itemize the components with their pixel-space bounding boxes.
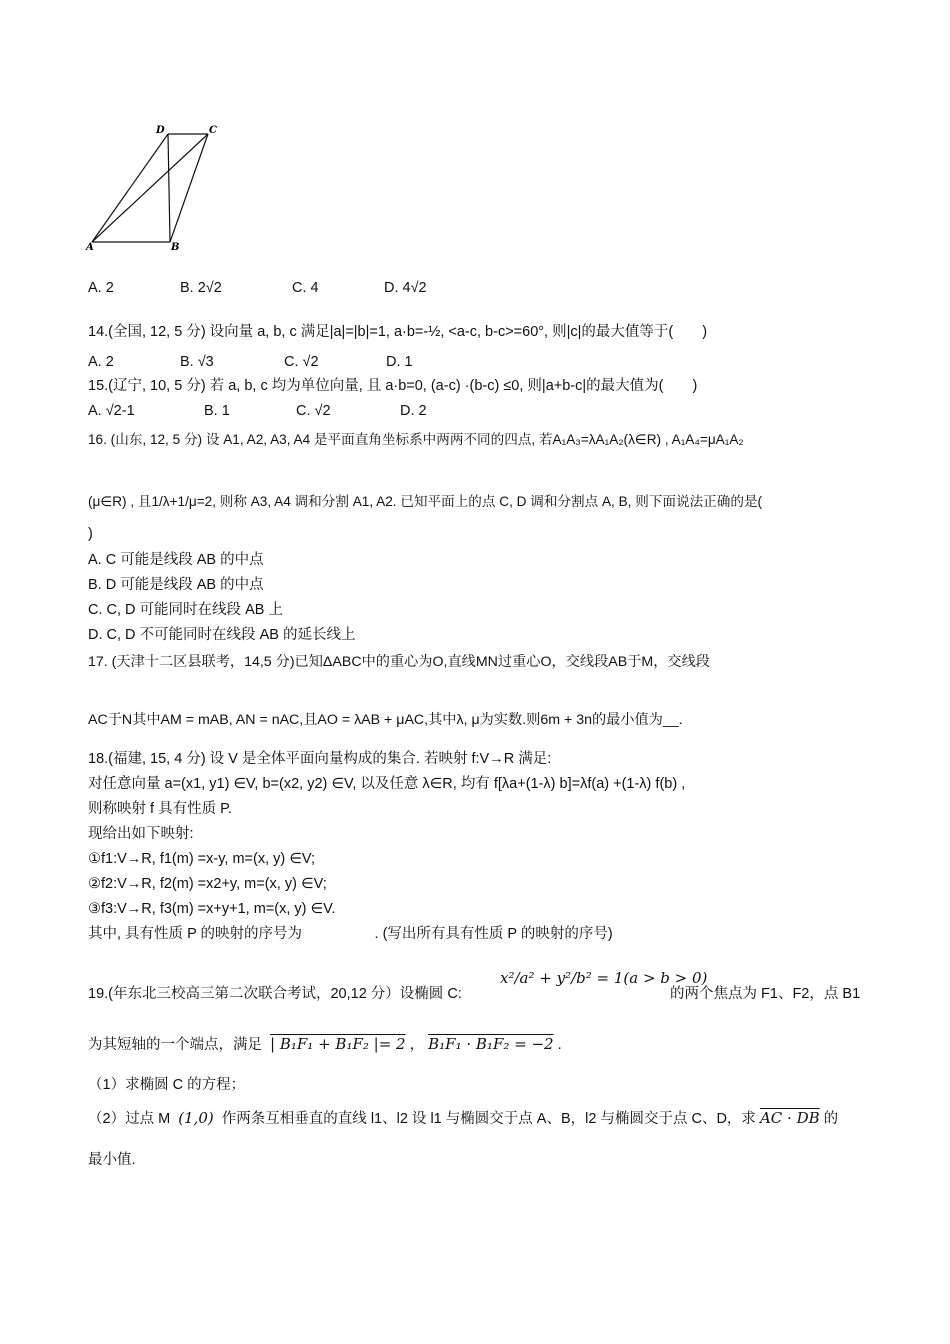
q16-line-1: 16. (山东, 12, 5 分) 设 A1, A2, A3, A4 是平面直角坐标系中两两不同的四点, 若A₁A₃=λA₁A₂(λ∈R) , A₁A₄=μA₁A₂ (88, 432, 744, 447)
q19-condition-intro: 为其短轴的一个端点，满足 (88, 1037, 262, 1053)
q16-option-b: B. D 可能是线段 AB 的中点 (88, 577, 264, 593)
q14-stem: 14.(全国, 12, 5 分) 设向量 a, b, c 满足|a|=|b|=1, a·b=-½, <a-c, b-c>=60°, 则|c|的最大值等于( ) (88, 324, 708, 340)
q19-intro: 19.(年东北三校高三第二次联合考试，20,12 分）设椭圆 C: (88, 986, 462, 1002)
figure-label-d: D (156, 125, 165, 136)
q18-line-6: ②f2:V→R, f2(m) =x2+y, m=(x, y) ∈V; (88, 876, 327, 892)
q19-sub-2-end: 的 (823, 1111, 839, 1127)
q15-stem: 15.(辽宁, 10, 5 分) 若 a, b, c 均为单位向量, 且 a·b=0, (a-c) ·(b-c) ≤0, 则|a+b-c|的最大值为( ) (88, 378, 698, 394)
figure-label-b: B (171, 242, 180, 253)
q15-option-c: C. √2 (296, 403, 331, 419)
q18-line-3: 则称映射 f 具有性质 P. (88, 801, 232, 817)
q19-line-2: 为其短轴的一个端点，满足 | B₁F₁ + B₁F₂ |= 2 ， B₁F₁ · B₁F₂ = −2 . (88, 1035, 562, 1053)
q13-option-b: B. 2√2 (180, 280, 222, 296)
q13-option-a: A. 2 (88, 280, 114, 296)
figure-label-a: A (86, 242, 94, 253)
q19-point-m: (1,0) (178, 1109, 214, 1127)
q19-line-1 (88, 984, 462, 1004)
q13-option-d: D. 4√2 (384, 280, 427, 296)
q19-sub-3: 最小值. (88, 1152, 136, 1168)
q14-option-c: C. √2 (284, 354, 319, 370)
q18-line-2: 对任意向量 a=(x1, y1) ∈V, b=(x2, y2) ∈V, 以及任意 λ∈R, 均有 f[λa+(1-λ) b]=λf(a) +(1-λ) f(b) , (88, 776, 686, 792)
q18-line-4: 现给出如下映射: (88, 826, 194, 842)
q19-sub-1: （1）求椭圆 C 的方程； (88, 1077, 246, 1093)
q13-option-c: C. 4 (292, 280, 319, 296)
q15-option-d: D. 2 (400, 403, 427, 419)
q14-option-a: A. 2 (88, 354, 114, 370)
q17-line-1: 17. (天津十二区县联考，14,5 分)已知ΔABC中的重心为O,直线MN过重心O，交线段AB于M，交线段 (88, 654, 710, 670)
q19-dot-product: AC · DB (759, 1109, 820, 1127)
q19-ellipse-equation: x²/a² + y²/b² = 1(a > b > 0) (500, 969, 708, 987)
q18-line-5: ①f1:V→R, f1(m) =x-y, m=(x, y) ∈V; (88, 851, 316, 867)
q16-option-d: D. C, D 不可能同时在线段 AB 的延长线上 (88, 627, 356, 643)
q16-option-c: C. C, D 可能同时在线段 AB 上 (88, 602, 283, 618)
q19-condition-2: B₁F₁ · B₁F₂ = −2 (428, 1035, 554, 1053)
q14-option-b: B. √3 (180, 354, 214, 370)
q18-line-1: 18.(福建, 15, 4 分) 设 V 是全体平面向量构成的集合. 若映射 f:V→R 满足: (88, 751, 552, 767)
q16-option-a: A. C 可能是线段 AB 的中点 (88, 552, 264, 568)
q16-line-2: (μ∈R) , 且1/λ+1/μ=2, 则称 A3, A4 调和分割 A1, A2. 已知平面上的点 C, D 调和分割点 A, B, 则下面说法正确的是( (88, 494, 763, 509)
q18-line-7: ③f3:V→R, f3(m) =x+y+1, m=(x, y) ∈V. (88, 901, 336, 917)
q14-option-d: D. 1 (386, 354, 413, 370)
q19-sub-2 (88, 1108, 838, 1129)
q18-line-8: 其中, 具有性质 P 的映射的序号为 . (写出所有具有性质 P 的映射的序号) (88, 926, 613, 942)
figure-label-c: C (209, 125, 217, 136)
q19-sub-2-intro: （2）过点 M (88, 1111, 171, 1127)
q16-line-3: ) (88, 526, 93, 542)
q19-condition-1: | B₁F₁ + B₁F₂ |= 2 (270, 1035, 406, 1053)
q15-option-b: B. 1 (204, 403, 230, 419)
q19-foci-text: 的两个焦点为 F1、F2，点 B1 (670, 986, 861, 1002)
q19-sub-2-body: 作两条互相垂直的直线 l1、l2 设 l1 与椭圆交于点 A、B，l2 与椭圆交于点 C、D，求 (221, 1111, 756, 1127)
q17-line-2: AC于N其中AM = mAB, AN = nAC,且AO = λAB + μAC,其中λ, μ为实数.则6m + 3n的最小值为__. (88, 712, 683, 728)
q15-option-a: A. √2-1 (88, 403, 135, 419)
parallelogram-figure (82, 120, 222, 255)
